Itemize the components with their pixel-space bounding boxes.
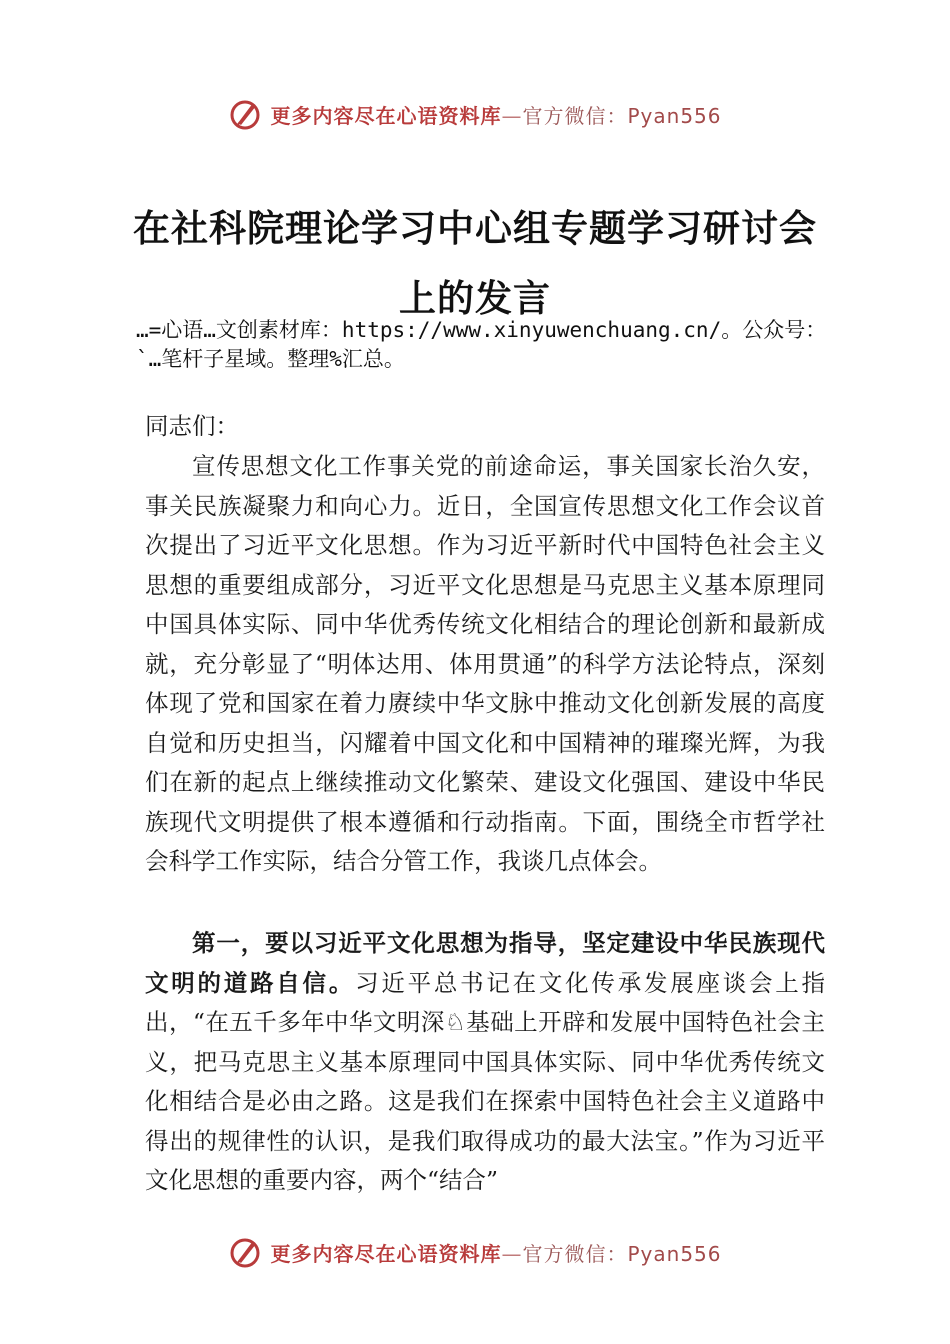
watermark-separator: —	[501, 103, 523, 128]
paragraph-first-body: 习近平总书记在文化传承发展座谈会上指出，“在五千多年中华文明深♘基础上开辟和发展中国特色社会主义，把马克思主义基本原理同中国具体实际、同中华优秀传统文化相结合是必由之路。这是我们在探索中国特色社会主义道路中得出的规律性的认识，是我们取得成功的最大法宝。”作为习近平文化思想的重要内容，两个“结合”	[145, 968, 826, 1194]
watermark-wechat-label: 官方微信：	[522, 1241, 628, 1266]
section-heading-first: 第一，要以习近平文化思想为指导，坚定建设中华民族现代文明的道路自信。	[145, 929, 825, 997]
footer-watermark	[0, 1232, 950, 1272]
watermark-brand: 更多内容尽在心语资料库	[270, 1241, 502, 1266]
document-title-line1: 在社科院理论学习中心组专题学习研讨会	[133, 206, 817, 250]
watermark-text	[270, 100, 721, 129]
greeting: 同志们：	[145, 412, 239, 440]
watermark-wechat-id: Pyan556	[627, 1241, 722, 1266]
source-note: …=心语…文创素材库：https://www.xinyuwenchuang.cn/。公众号：`…笔杆子星域。整理%汇总。	[136, 318, 827, 371]
header-watermark	[0, 94, 950, 134]
quill-pen-logo-icon	[228, 1235, 262, 1269]
watermark-separator: —	[501, 1241, 523, 1266]
watermark-brand: 更多内容尽在心语资料库	[270, 103, 502, 128]
watermark-wechat-id: Pyan556	[627, 103, 722, 128]
watermark-wechat-label: 官方微信：	[522, 103, 628, 128]
quill-pen-logo-icon	[228, 97, 262, 131]
watermark-text	[270, 1238, 721, 1267]
document-title-line2: 上的发言	[399, 276, 551, 320]
paragraph-intro: 宣传思想文化工作事关党的前途命运，事关国家长治久安，事关民族凝聚力和向心力。近日，全国宣传思想文化工作会议首次提出了习近平文化思想。作为习近平新时代中国特色社会主义思想的重要组成部分，习近平文化思想是马克思主义基本原理同中国具体实际、同中华优秀传统文化相结合的理论创新和最新成就，充分彰显了“明体达用、体用贯通”的科学方法论特点，深刻体现了党和国家在着力赓续中华文脉中推动文化创新发展的高度自觉和历史担当，闪耀着中国文化和中国精神的璀璨光辉，为我们在新的起点上继续推动文化繁荣、建设文化强国、建设中华民族现代文明提供了根本遵循和行动指南。下面，围绕全市哲学社会科学工作实际，结合分管工作，我谈几点体会。	[145, 452, 825, 875]
paragraph-first-point	[145, 924, 825, 1201]
